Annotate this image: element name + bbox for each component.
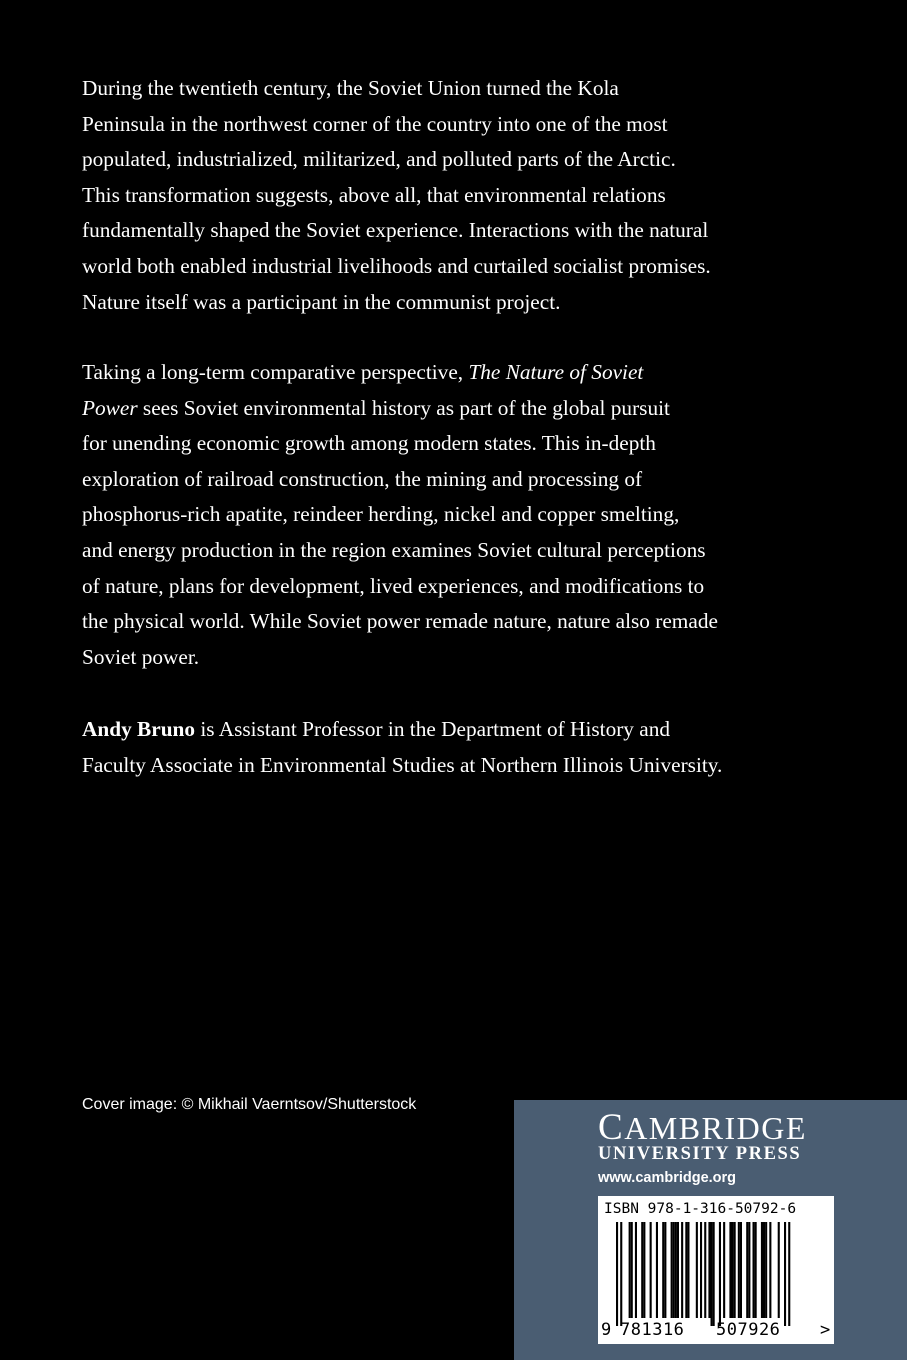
text-line: the physical world. While Soviet power remade nature, nature also remade: [82, 609, 718, 634]
text-line: Faculty Associate in Environmental Studies at Northern Illinois University.: [82, 752, 723, 777]
barcode-bar: [755, 1222, 757, 1318]
text-segment: sees Soviet environmental history as part of the global pursuit: [137, 395, 670, 420]
text-line: [82, 355, 718, 391]
barcode-bar: [673, 1222, 675, 1318]
barcode-bar: [761, 1222, 763, 1318]
text-line: populated, industrialized, militarized, and polluted parts of the Arctic.: [82, 147, 676, 172]
book-title: Power: [82, 395, 138, 420]
barcode-bar: [629, 1222, 631, 1318]
barcode-bar: [650, 1222, 652, 1318]
barcode-bar: [719, 1222, 721, 1326]
barcode-bar: [765, 1222, 767, 1318]
barcode-bar: [685, 1222, 687, 1318]
text-line: exploration of railroad construction, the mining and processing of: [82, 466, 643, 491]
text-line: Peninsula in the northwest corner of the country into one of the most: [82, 111, 668, 136]
barcode-bar: [616, 1222, 618, 1326]
barcode-bar: [700, 1222, 702, 1318]
publisher-initial: C: [598, 1107, 625, 1148]
barcode-arrow: >: [820, 1320, 831, 1340]
text-line: for unending economic growth among modern states. This in-depth: [82, 431, 656, 456]
publisher-url: www.cambridge.org: [598, 1170, 737, 1186]
text-line: [82, 712, 722, 748]
barcode-bar: [708, 1222, 710, 1318]
publisher-name-rest: AMBRIDGE: [624, 1110, 807, 1146]
barcode-bar: [620, 1222, 622, 1326]
author-name: Andy Bruno: [82, 717, 196, 741]
barcode-bar: [711, 1222, 713, 1326]
author-bio: [82, 712, 722, 783]
barcode-bar: [763, 1222, 765, 1318]
isbn-barcode: [598, 1196, 834, 1344]
text-line: fundamentally shaped the Soviet experience. Interactions with the natural: [82, 218, 709, 243]
barcode-bar: [738, 1222, 740, 1318]
publisher-logo-name: [598, 1106, 807, 1149]
barcode-bar: [664, 1222, 666, 1318]
barcode-bar: [662, 1222, 664, 1318]
barcode-bar: [643, 1222, 645, 1318]
barcode-digits: [598, 1320, 834, 1342]
barcode-bar: [641, 1222, 643, 1318]
cover-image-credit: Cover image: © Mikhail Vaerntsov/Shutterstock: [82, 1096, 417, 1113]
text-line: phosphorus-rich apatite, reindeer herding, nickel and copper smelting,: [82, 502, 680, 527]
description-paragraph-1: [82, 71, 711, 320]
text-segment: Taking a long-term comparative perspective,: [82, 360, 469, 384]
barcode-bar: [732, 1222, 734, 1318]
barcode-bar: [734, 1222, 736, 1318]
barcode-bar: [723, 1222, 725, 1318]
barcode-bar: [729, 1222, 731, 1318]
barcode-bar: [675, 1222, 677, 1318]
text-line: Nature itself was a participant in the communist project.: [82, 289, 561, 314]
barcode-bar: [671, 1222, 673, 1318]
barcode-bar: [746, 1222, 748, 1318]
barcode-bar: [696, 1222, 698, 1318]
publisher-panel: [514, 1100, 907, 1360]
barcode-left-digits: 781316: [620, 1320, 685, 1340]
barcode-bar: [631, 1222, 633, 1318]
isbn-label: ISBN 978-1-316-50792-6: [604, 1201, 797, 1217]
text-line: During the twentieth century, the Soviet Union turned the Kola: [82, 76, 619, 100]
barcode-bar: [704, 1222, 706, 1318]
barcode-bar: [753, 1222, 755, 1318]
text-line: Soviet power.: [82, 644, 200, 669]
barcode-bar: [635, 1222, 637, 1318]
barcode-bar: [656, 1222, 658, 1318]
barcode-bar: [778, 1222, 780, 1318]
text-line: and energy production in the region examines Soviet cultural perceptions: [82, 537, 706, 562]
text-line: This transformation suggests, above all, that environmental relations: [82, 182, 666, 207]
text-line: world both enabled industrial livelihoods and curtailed socialist promises.: [82, 253, 711, 278]
barcode-first-digit: 9: [601, 1320, 612, 1340]
description-paragraph-2: [82, 355, 718, 675]
barcode-bar: [687, 1222, 689, 1318]
publisher-subname: UNIVERSITY PRESS: [598, 1144, 802, 1164]
barcode-right-digits: 507926: [716, 1320, 781, 1340]
barcode-bar: [740, 1222, 742, 1318]
barcode-bar: [681, 1222, 683, 1318]
text-line: [82, 391, 718, 427]
barcode-bar: [748, 1222, 750, 1318]
book-title: The Nature of Soviet: [468, 360, 644, 384]
barcode-bar: [769, 1222, 771, 1318]
barcode-bar: [713, 1222, 715, 1326]
barcode-bar: [788, 1222, 790, 1326]
text-line: of nature, plans for development, lived experiences, and modifications to: [82, 573, 705, 598]
barcode-bar: [677, 1222, 679, 1318]
barcode-bar: [784, 1222, 786, 1326]
text-segment: is Assistant Professor in the Department of History and: [195, 717, 671, 741]
